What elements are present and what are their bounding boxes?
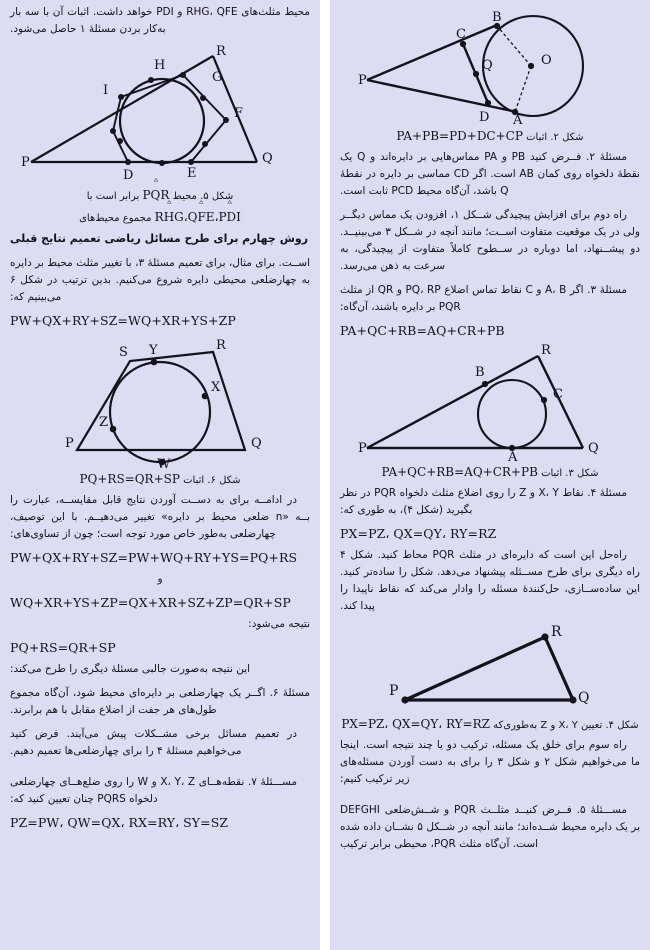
problem-3-paragraph: مسئلهٔ ۳. اگر A، B و C نقاط تماس اضلاع PQ، RP و QR از مثلث PQR بر دایره باشند، آن‌گاه: — [340, 284, 627, 313]
figure-4-caption-mid: X، Y و Z به‌طوری‌که — [493, 720, 578, 731]
figure-3-label-C: C — [553, 387, 563, 402]
solution-paragraph: راه‌حل این است که دایره‌ای در مثلث PQR محاط کنید. شکل ۴ راه دیگری برای طرح مســئله پیشنهاد می‌دهد. شکل را ساده‌تر کنید. این ساده‌ســازی، حل‌کنندهٔ مسئله را وادار می‌کند که نقاط ناپیدا را پیدا کند. — [340, 549, 640, 612]
figure-4-caption-math: PX=PZ، QX=QY، RY=RZ — [341, 717, 490, 731]
method-4-body: اســت. برای مثال، برای تعمیم مسئلهٔ ۳، با تغییر مثلث محیط بر دایره به چهارضلعی محیطی دایره شروع می‌کنیم. بدین ترتیب در شکل ۶ می‌بینیم که: — [10, 256, 311, 303]
figure-4-label-P: P — [389, 683, 399, 699]
figure-3-label-R: R — [541, 344, 551, 358]
figure-3-label-A: A — [508, 450, 518, 462]
intro-paragraph: محیط مثلث‌های RHG، QFE و PDI خواهد داشت. اثبات آن با سه بار به‌کار بردن مسئلهٔ ۱ حاصل می‌شود. — [10, 6, 310, 35]
figure-6-label-R: R — [216, 337, 226, 353]
figure-2-label-Q: Q — [482, 58, 493, 73]
figure-2-label-P: P — [358, 73, 367, 88]
second-way-paragraph: راه دوم برای افزایش پیچیدگی شــکل ۱، افزودن یک مماس دیگــر ولی در یک موقعیت متفاوت اســت؛ مانند آنچه در شــکل ۳ می‌بینیــد. دو پیشــنهاد، اما دوباره در ســطوح کاملاً متفاوت از پیچیدگی، به سرعت به ذهن می‌رسد. — [340, 209, 640, 272]
problem-6-paragraph: مسئلهٔ ۶. اگــر یک چهارضلعی بر دایره‌ای محیط شود، آن‌گاه مجموع طول‌های هر جفت از اضلاع مقابل با هم برابرند. — [10, 686, 311, 716]
right-column — [330, 0, 650, 950]
figure-5-caption-tri-QFE: ▵ QFE — [188, 208, 215, 226]
figure-6-label-P: P — [65, 435, 74, 451]
figure-5-label-E: E — [187, 166, 197, 181]
figure-4-drawing — [345, 622, 635, 714]
figure-6-caption-text: شکل ۶. اثبات — [183, 474, 241, 486]
figure-5-caption-tri-PDI: ▵ PDI — [218, 208, 240, 226]
figure-5-caption-line-2 — [10, 208, 310, 226]
formula-4: PQ+RS=QR+SP — [10, 639, 116, 655]
problem-4-paragraph: مسئلهٔ ۴. نقاط X، Y و Z را روی اضلاع مثلث دلخواه PQR در نظر بگیرید (شکل ۴)، به طوری که: — [340, 487, 627, 516]
figure-3-label-B: B — [475, 365, 485, 380]
figure-2-drawing — [345, 8, 635, 126]
problem-2-paragraph — [340, 149, 640, 200]
figure-5-label-F: F — [234, 106, 244, 121]
formula-problem-4: PX=PZ، QX=QY، RY=RZ — [340, 526, 497, 541]
figure-4 — [340, 622, 640, 733]
conjunction-va: و — [157, 572, 163, 585]
figure-6-label-Z: Z — [99, 414, 109, 430]
figure-5 — [10, 45, 310, 226]
figure-6-label-X: X — [211, 379, 221, 395]
formula-problem-3: PA+QC+RB=AQ+CR+PB — [340, 323, 505, 338]
figure-3-drawing — [345, 344, 635, 462]
method-4-heading: روش چهارم برای طرح مسائل ریاضی تعمیم نتایج قبلی — [10, 232, 309, 245]
spacer-2 — [10, 767, 310, 774]
figure-5-label-I: I — [103, 83, 109, 98]
result-paragraph: این نتیجه به‌صورت جالبی مسئلهٔ دیگری را طرح می‌کند: — [10, 662, 251, 675]
formula-1: PW+QX+RY+SZ=WQ+XR+YS+ZP — [10, 312, 236, 328]
problem-2-text: مسئلهٔ ۲. فــرض کنید PB و PA مماس‌هایی بر دایره‌اند و Q یک نقطهٔ دلخواه روی کمان AB است. اگر CD مماسی بر دایره در نقطهٔ Q باشد، آن‌گاه محیط PCD ثابت است. — [340, 151, 640, 197]
figure-2-label-C: C — [456, 27, 466, 42]
figure-2-label-B: B — [492, 10, 502, 25]
figure-4-caption-text: شکل ۴. تعیین — [581, 720, 639, 731]
formula-2: PW+QX+RY+SZ=PW+WQ+RY+YS=PQ+RS — [10, 549, 298, 565]
figure-5-caption-mid: برابر است با — [86, 191, 140, 202]
figure-5-drawing — [15, 45, 305, 185]
figure-2-label-A: A — [513, 113, 523, 126]
figure-3-label-Q: Q — [588, 441, 599, 456]
figure-4-label-R: R — [551, 624, 562, 640]
figure-2 — [340, 8, 640, 145]
figure-5-caption-tri-RHG: ▵ RHG — [155, 208, 184, 226]
figure-5-label-D: D — [123, 168, 134, 183]
figure-4-caption — [340, 715, 640, 733]
figure-3 — [340, 344, 640, 481]
figure-5-label-R: R — [216, 45, 226, 59]
figure-2-caption-math: PA+PB=PD+DC+CP — [396, 129, 523, 143]
figure-5-caption-sep-1: ، — [183, 210, 188, 224]
figure-3-label-P: P — [358, 441, 367, 456]
figure-5-label-P: P — [21, 155, 30, 170]
continue-paragraph: در ادامــه برای به دســت آوردن نتایج قابل مقایســه، عبارت را بــه «n ضلعی محیط بر دایره» تغییر می‌دهیــم. با این توصیف، چهارضلعی به‌طور خاص مورد توجه است؛ چون از تساوی‌های: — [10, 493, 311, 540]
figure-6-label-Y: Y — [149, 342, 158, 358]
figure-2-label-O: O — [541, 53, 552, 68]
left-column — [0, 0, 320, 950]
figure-5-caption-tri-PQR: ▵ PQR — [142, 186, 169, 204]
formula-5: PZ=PW، QW=QX، RX=RY، SY=SZ — [10, 814, 229, 830]
figure-6-label-W: W — [157, 456, 171, 469]
figure-2-caption — [340, 127, 640, 145]
problem-5-paragraph: مســـئلهٔ ۵. فــرض کنیــد مثلــث PQR و شــش‌ضلعی DEFGHI بر یک دایره محیط شــده‌اند؛ مانند آنچه در شــکل ۵ نشــان داده شده است. آن‌گاه مثلث PQR، محیطی برابر ترکیب — [340, 804, 640, 850]
figure-2-caption-text: شکل ۲. اثبات — [526, 132, 584, 143]
spacer — [340, 795, 640, 802]
figure-6 — [10, 334, 310, 488]
result-label: نتیجه می‌شود: — [248, 617, 310, 630]
figure-6-caption-math: PQ+RS=QR+SP — [79, 471, 180, 486]
figure-6-caption — [10, 470, 310, 488]
figure-5-label-G: G — [212, 70, 223, 85]
figure-3-caption — [340, 463, 640, 481]
figure-6-label-Q: Q — [251, 435, 262, 451]
figure-3-caption-text: شکل ۳. اثبات — [541, 468, 599, 479]
figure-5-caption-sep-2: ، — [214, 210, 219, 224]
figure-6-label-S: S — [119, 344, 128, 360]
figure-3-caption-math: PA+QC+RB=AQ+CR+PB — [381, 465, 538, 479]
figure-2-label-D: D — [479, 110, 490, 125]
figure-5-label-H: H — [154, 58, 166, 73]
figure-5-caption-pre: شکل ۵. محیط — [172, 191, 234, 202]
generalization-paragraph: در تعمیم مسائل برخی مشــکلات پیش می‌آیند. فرض کنید می‌خواهیم مسئلهٔ ۴ را برای چهارضلعی‌ها تعمیم دهیم. — [10, 727, 297, 757]
formula-3: WQ+XR+YS+ZP=QX+XR+SZ+ZP=QR+SP — [10, 594, 291, 610]
third-way-paragraph: راه سوم برای خلق یک مسئله، ترکیب دو یا چند نتیجه است. اینجا ما می‌خواهیم شکل ۲ و شکل ۳ را برای به دست آوردن مسئله‌های زیر ترکیب کنیم: — [340, 739, 640, 785]
figure-4-label-Q: Q — [578, 690, 590, 706]
figure-6-drawing — [15, 334, 305, 469]
figure-5-caption-line2-pre: مجموع محیط‌های — [79, 213, 152, 224]
figure-5-caption-line-1 — [10, 186, 310, 204]
problem-7-paragraph: مســـئلهٔ ۷. نقطه‌هــای X، Y، Z و W را روی ضلع‌هــای چهارضلعی دلخواه PQRS چنان تعیین کنید که: — [10, 775, 297, 805]
figure-5-label-Q: Q — [262, 151, 273, 166]
